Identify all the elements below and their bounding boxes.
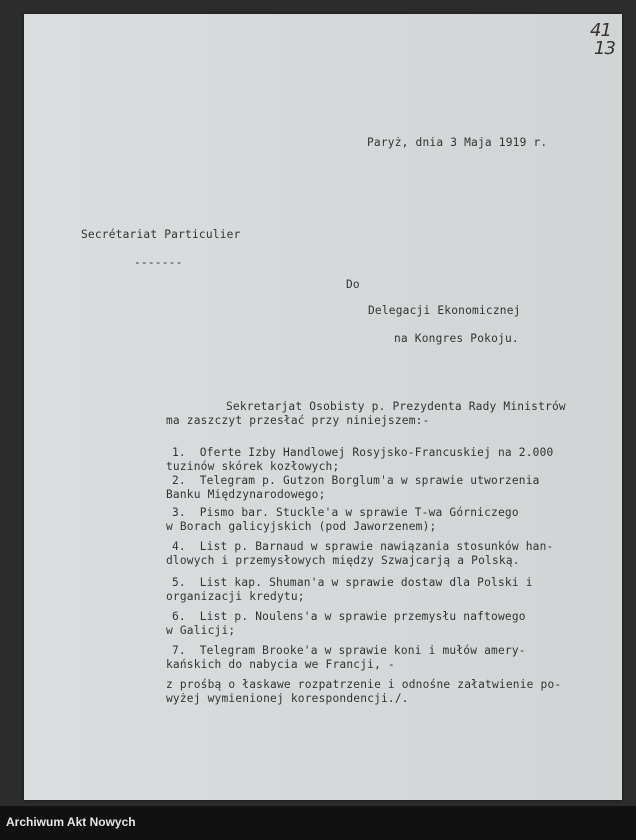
list-item-5-line-1: 5. List kap. Shuman'a w sprawie dostaw dla Polski i [172,576,533,589]
archive-number-mark: 41 [590,20,611,41]
list-item-3-line-1: 3. Pismo bar. Stuckle'a w sprawie T-wa Górniczego [172,506,519,519]
page-number-mark: 13 [594,38,615,59]
list-item-1-line-1: 1. Oferte Izby Handlowej Rosyjsko-Francuskiej na 2.000 [172,446,554,459]
list-item-3-line-2: w Borach galicyjskich (pod Jaworzenem); [166,520,437,533]
list-item-6-line-2: w Galicji; [166,624,236,637]
list-item-4-line-2: dlowych i przemysłowych między Szwajcarją a Polską. [166,554,520,567]
sender-header: Secrétariat Particulier [81,228,241,241]
closing-line-1: z prośbą o łaskawe rozpatrzenie i odnośne załatwienie po- [166,678,562,691]
list-item-1-line-2: tuzinów skórek kozłowych; [166,460,340,473]
intro-line-2: ma zaszczyt przesłać przy niniejszem:- [166,414,430,427]
list-item-7-line-1: 7. Telegram Brooke'a w sprawie koni i mułów amery- [172,644,526,657]
list-item-7-line-2: kańskich do nabycia we Francji, - [166,658,395,671]
addressee-line-1: Delegacji Ekonomicznej [368,304,521,317]
list-item-4-line-1: 4. List p. Barnaud w sprawie nawiązania stosunków han- [172,540,554,553]
list-item-5-line-2: organizacji kredytu; [166,590,305,603]
list-item-2-line-1: 2. Telegram p. Gutzon Borglum'a w sprawie utworzenia [172,474,540,487]
list-item-2-line-2: Banku Międzynarodowego; [166,488,326,501]
intro-line-1: Sekretarjat Osobisty p. Prezydenta Rady Ministrów [226,400,566,413]
list-item-6-line-1: 6. List p. Noulens'a w sprawie przemysłu naftowego [172,610,526,623]
document-page [24,14,622,800]
archive-footer-label: Archiwum Akt Nowych [6,815,136,829]
archive-footer-bar [0,806,636,840]
addressee-do: Do [346,278,360,291]
place-date: Paryż, dnia 3 Maja 1919 r. [367,136,548,149]
closing-line-2: wyżej wymienionej korespondencji./. [166,692,409,705]
header-separator: ------- [134,256,183,269]
addressee-line-2: na Kongres Pokoju. [394,332,519,345]
